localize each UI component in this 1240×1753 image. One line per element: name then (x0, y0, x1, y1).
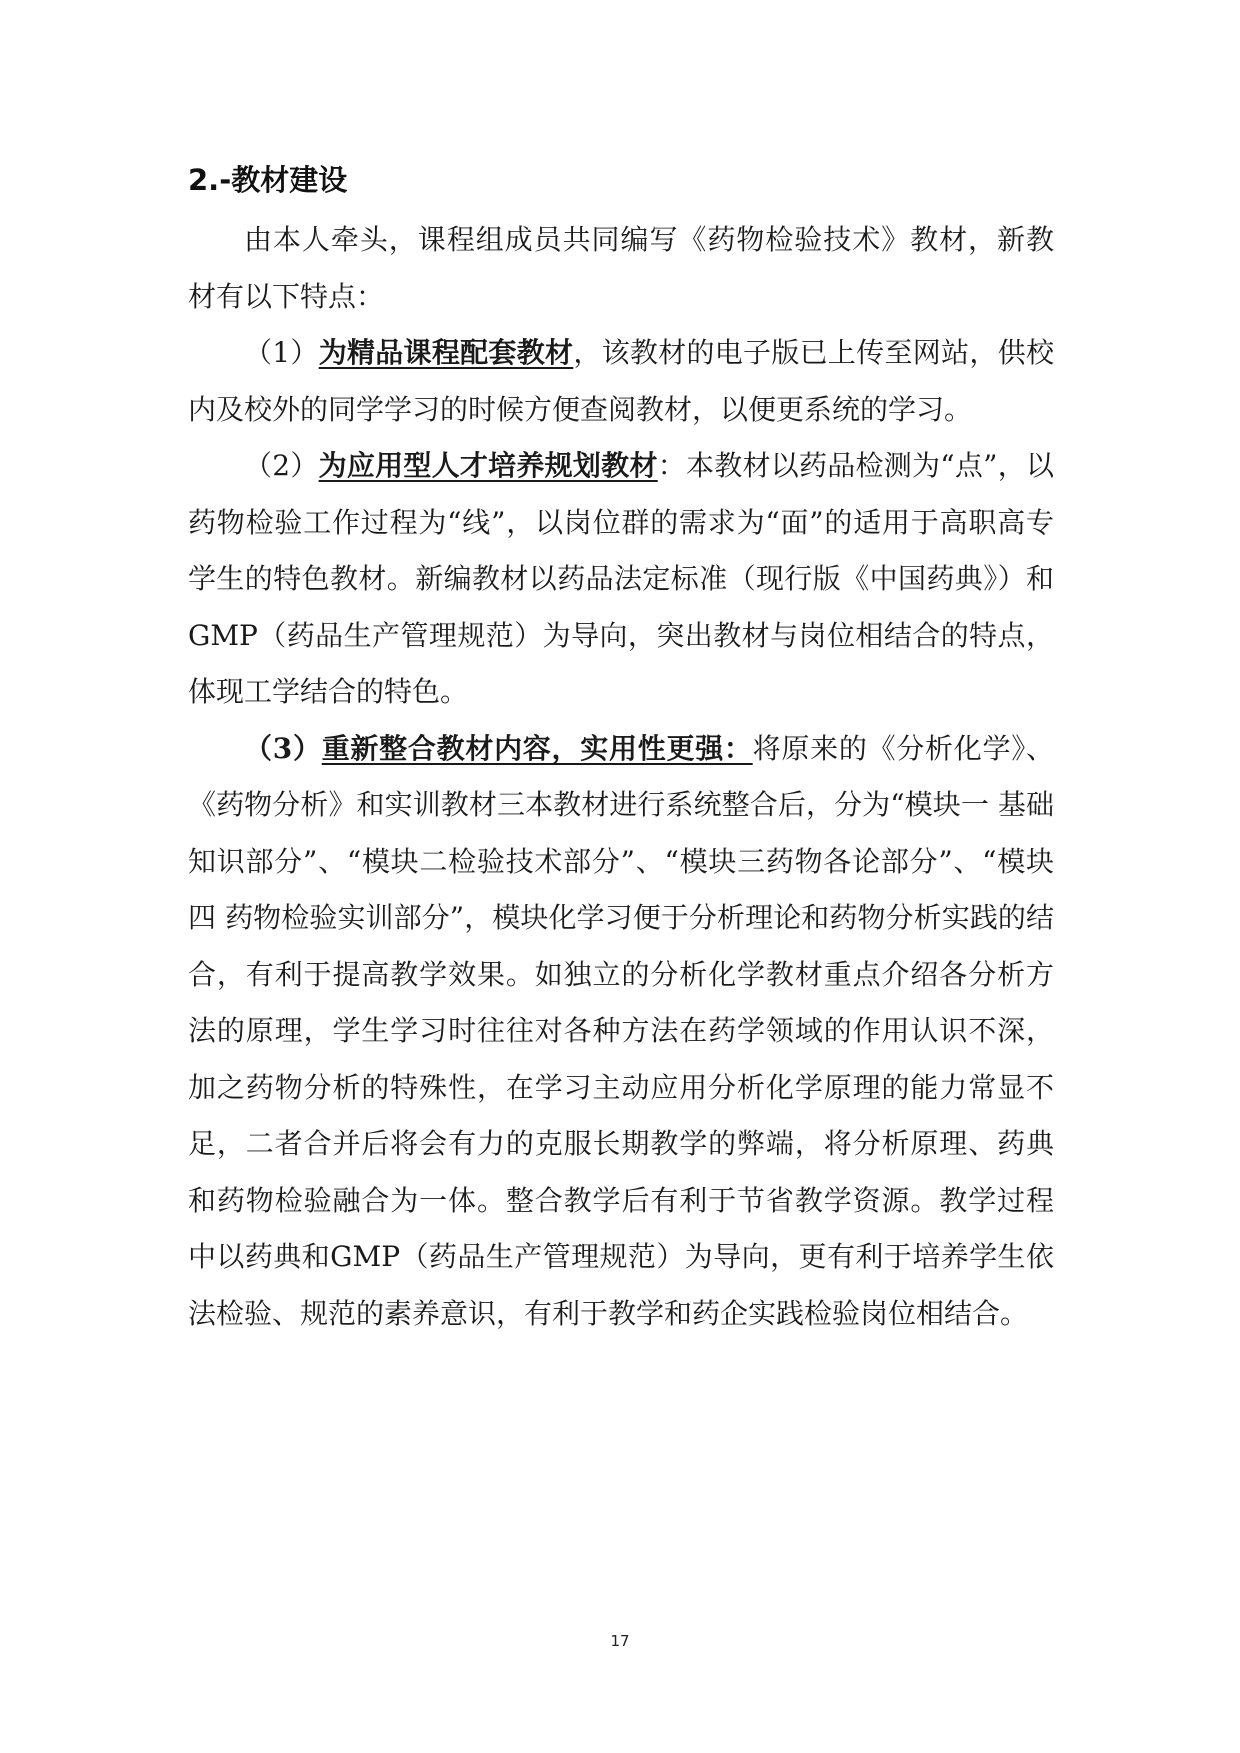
feature-2-label: 为应用型人才培养规划教材 (318, 449, 658, 482)
feature-3-label: 重新整合教材内容，实用性更强： (321, 731, 753, 765)
feature-3-text: 将原来的《分析化学》、《药物分析》和实训教材三本教材进行系统整合后，分为“模块一 基础知识部分”、“模块二检验技术部分”、“模块三药物各论部分”、“模块四 药物检验实训部分”，模块化学习便于分析理论和药物分析实践的结合，有利于提高教学效果。如独立的分析化学教材重点介绍各分析方法的原理，学生学习时往往对各种方法在药学领域的作用认识不深，加之药物分析的特殊性，在学习主动应用分析化学原理的能力常显不足，二者合并后将会有力的克服长期教学的弊端，将分析原理、药典和药物检验融合为一体。整合教学后有利于节省教学资源。教学过程中以药典和GMP（药品生产管理规范）为导向，更有利于培养学生依法检验、规范的素养意识，有利于教学和药企实践检验岗位相结合。 (188, 731, 1054, 1330)
feature-2-number: （2） (244, 449, 319, 482)
feature-1-label: 为精品课程配套教材 (318, 336, 574, 369)
feature-2-text: ：本教材以药品检测为“点”，以药物检验工作过程为“线”，以岗位群的需求为“面”的适用于高职高专学生的特色教材。新编教材以药品法定标准（现行版《中国药典》）和GMP（药品生产管理规范）为导向，突出教材与岗位相结合的特点，体现工学结合的特色。 (188, 449, 1054, 708)
feature-1-number: （1） (244, 336, 319, 369)
feature-paragraph-3 (188, 721, 1054, 1343)
section-heading: 2.-教材建设 (188, 163, 348, 197)
feature-paragraph-1 (188, 325, 1054, 438)
feature-3-number: （3） (244, 731, 322, 765)
feature-paragraph-2 (188, 438, 1054, 721)
feature-1-text: ，该教材的电子版已上传至网站，供校内及校外的同学学习的时候方便查阅教材，以便更系统的学习。 (188, 336, 1054, 426)
page-number: 17 (610, 1632, 630, 1650)
section-body (188, 212, 1054, 1342)
intro-paragraph: 由本人牵头，课程组成员共同编写《药物检验技术》教材，新教材有以下特点： (188, 223, 1054, 313)
